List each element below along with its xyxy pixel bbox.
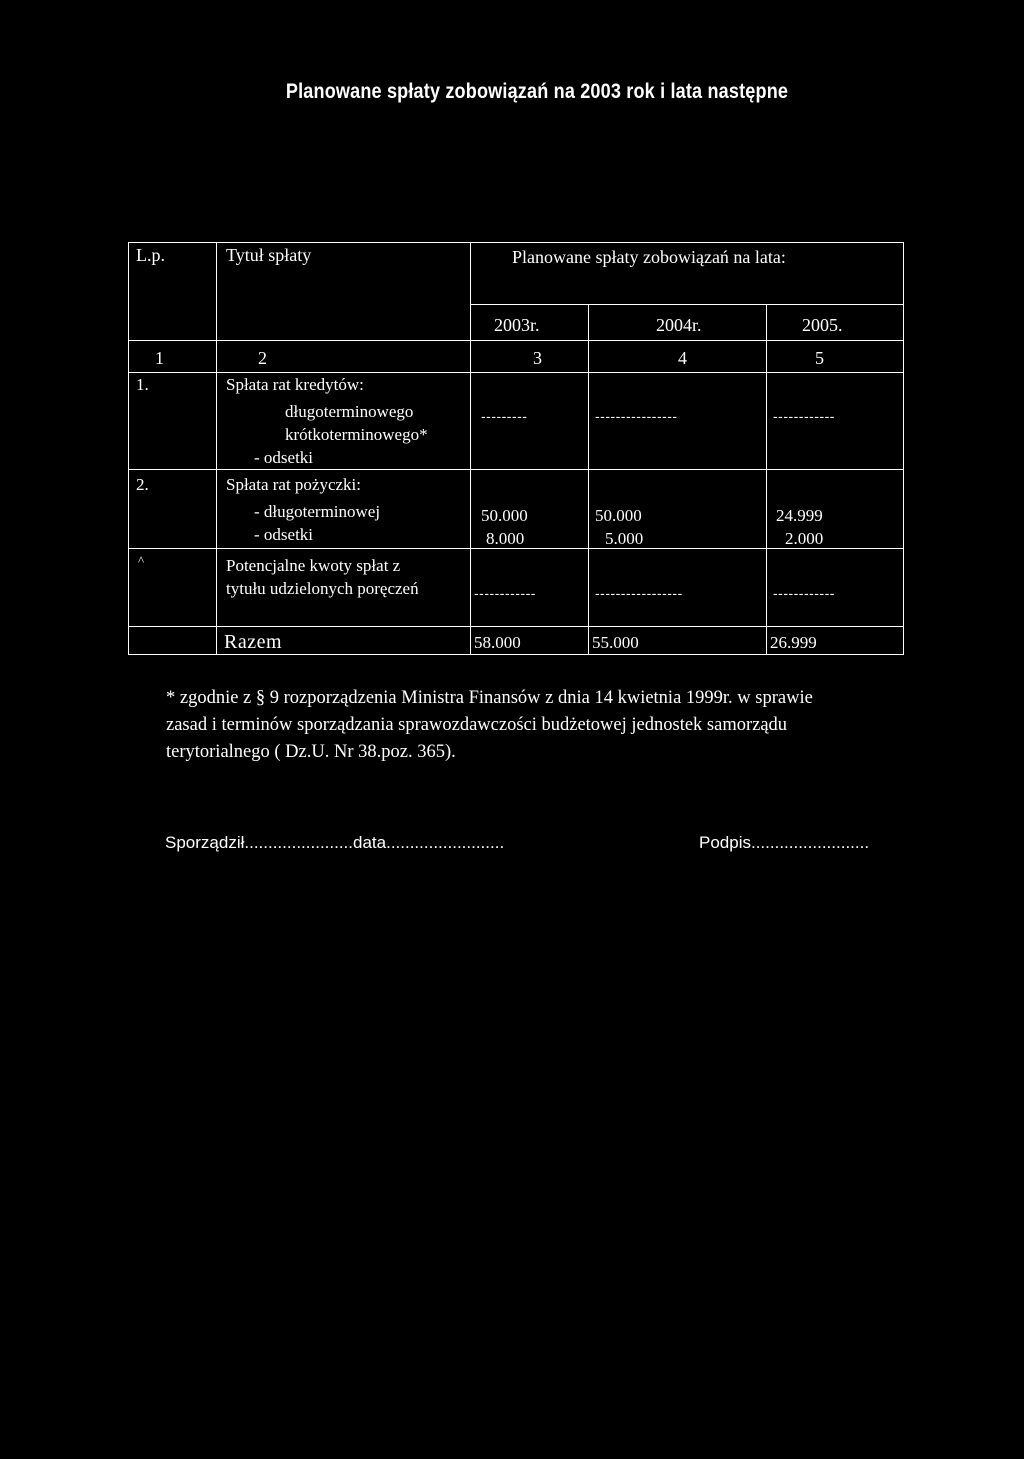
year2-column-divider bbox=[766, 304, 767, 654]
row-number: 1. bbox=[136, 375, 149, 394]
page-title: Planowane spłaty zobowiązań na 2003 rok i lata następne bbox=[285, 80, 789, 103]
value-cell: ------------ bbox=[773, 585, 835, 601]
total-value: 26.999 bbox=[770, 633, 817, 652]
value-cell: ------------ bbox=[474, 585, 536, 601]
column-number: 3 bbox=[533, 348, 542, 368]
lp-column-divider bbox=[216, 242, 217, 654]
total-label: Razem bbox=[224, 631, 283, 653]
row-title-line: - długoterminowej bbox=[254, 502, 381, 521]
table-bottom-border bbox=[128, 654, 904, 655]
row1-bottom-border bbox=[128, 469, 904, 470]
column-number: 2 bbox=[258, 348, 267, 368]
value-cell: ------------ bbox=[773, 408, 835, 424]
value-cell: ----------------- bbox=[595, 585, 683, 601]
value-cell: 50.000 bbox=[595, 506, 642, 525]
row-title-line: Potencjalne kwoty spłat z bbox=[226, 556, 401, 575]
total-value: 58.000 bbox=[474, 633, 521, 652]
row-title-line: tytułu udzielonych poręczeń bbox=[226, 579, 419, 598]
value-cell: 5.000 bbox=[605, 529, 644, 548]
value-cell: 8.000 bbox=[486, 529, 525, 548]
row-number: 2. bbox=[136, 475, 149, 494]
footnote-line: * zgodnie z § 9 rozporządzenia Ministra Finansów z dnia 14 kwietnia 1999r. w sprawie bbox=[166, 688, 813, 708]
year-header: 2004r. bbox=[656, 315, 702, 335]
year-header: 2003r. bbox=[494, 315, 540, 335]
title-column-divider bbox=[470, 242, 471, 654]
year-header: 2005. bbox=[802, 315, 843, 335]
column-numbers-bottom-border bbox=[128, 372, 904, 373]
value-cell: ---------------- bbox=[595, 408, 678, 424]
total-value: 55.000 bbox=[592, 633, 639, 652]
year1-column-divider bbox=[588, 304, 589, 654]
value-cell: 2.000 bbox=[785, 529, 824, 548]
prepared-by-field: Sporządził.......................data......................... bbox=[165, 833, 505, 852]
table-right-border bbox=[903, 242, 904, 654]
row-number: ^ bbox=[138, 553, 145, 568]
row3-bottom-border bbox=[128, 626, 904, 627]
row-title-line: Spłata rat kredytów: bbox=[226, 375, 364, 394]
table-left-border bbox=[128, 242, 129, 654]
title-header: Tytuł spłaty bbox=[226, 245, 312, 265]
table-top-border bbox=[128, 242, 904, 243]
row-title-line: - odsetki bbox=[254, 448, 314, 467]
column-number: 4 bbox=[678, 348, 687, 368]
row-title-line: krótkoterminowego* bbox=[285, 425, 428, 444]
column-number: 5 bbox=[815, 348, 824, 368]
column-number: 1 bbox=[155, 348, 164, 368]
row-title-line: - odsetki bbox=[254, 525, 314, 544]
planned-header: Planowane spłaty zobowiązań na lata: bbox=[512, 247, 786, 267]
value-cell: --------- bbox=[481, 408, 528, 424]
header-bottom-border bbox=[128, 340, 904, 341]
row-title-line: Spłata rat pożyczki: bbox=[226, 475, 362, 494]
value-cell: 24.999 bbox=[776, 506, 823, 525]
value-cell: 50.000 bbox=[481, 506, 528, 525]
footnote-line: terytorialnego ( Dz.U. Nr 38.poz. 365). bbox=[166, 742, 456, 762]
row-title-line: długoterminowego bbox=[285, 402, 414, 421]
footnote-line: zasad i terminów sporządzania sprawozdawczości budżetowej jednostek samorządu bbox=[166, 715, 788, 735]
lp-header: L.p. bbox=[136, 245, 165, 265]
years-header-divider bbox=[470, 304, 904, 305]
signature-field: Podpis......................... bbox=[699, 833, 870, 852]
